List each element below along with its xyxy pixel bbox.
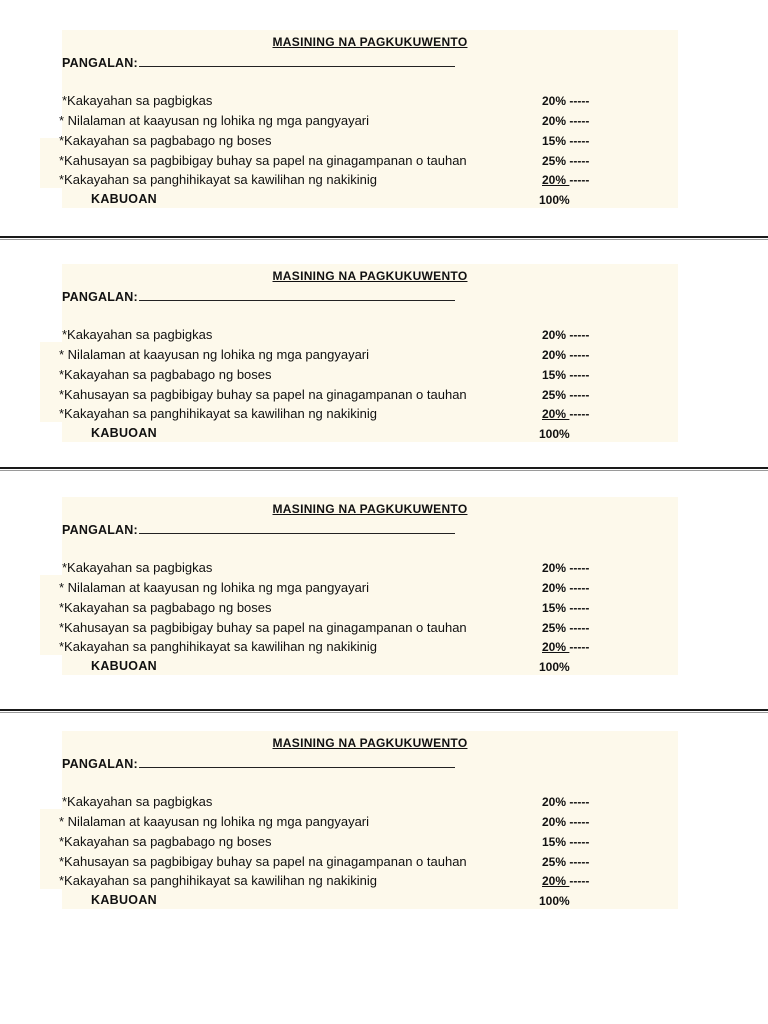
cut-line-shadow — [0, 239, 768, 240]
name-label: PANGALAN: — [62, 290, 138, 304]
score-blank[interactable]: ----- — [569, 173, 590, 187]
name-blank-line[interactable] — [139, 756, 455, 768]
rubric-card — [0, 30, 768, 214]
name-label: PANGALAN: — [62, 757, 138, 771]
criterion-percent: 15% — [542, 368, 567, 382]
total-value: 100% — [539, 894, 570, 908]
criterion-score — [542, 874, 589, 888]
criterion-score — [542, 407, 589, 421]
total-label: KABUOAN — [91, 426, 157, 440]
criterion-percent: 25% — [542, 154, 567, 168]
score-blank[interactable]: ----- — [566, 621, 590, 635]
name-label: PANGALAN: — [62, 56, 138, 70]
criterion-score — [542, 114, 589, 128]
cut-line — [0, 467, 768, 469]
criterion-label: *Kahusayan sa pagbibigay buhay sa papel na ginagampanan o tauhan — [59, 387, 467, 402]
criterion-score — [542, 154, 589, 168]
score-blank[interactable]: ----- — [566, 94, 590, 108]
score-blank[interactable]: ----- — [566, 114, 590, 128]
score-blank[interactable]: ----- — [566, 154, 590, 168]
criterion-score — [542, 561, 589, 575]
criterion-percent: 20% — [542, 328, 567, 342]
criterion-score — [542, 601, 589, 615]
criterion-score — [542, 835, 589, 849]
criterion-percent: 20% — [542, 561, 567, 575]
name-blank-line[interactable] — [139, 522, 455, 534]
score-blank[interactable]: ----- — [566, 581, 590, 595]
criterion-score — [542, 621, 589, 635]
criterion-percent: 15% — [542, 601, 567, 615]
criterion-label: *Kakayahan sa pagbigkas — [62, 93, 213, 108]
score-blank[interactable]: ----- — [566, 795, 590, 809]
rubric-title: MASINING NA PAGKUKUWENTO — [272, 736, 468, 750]
score-blank[interactable]: ----- — [566, 388, 590, 402]
name-field[interactable] — [62, 55, 455, 70]
criterion-score — [542, 328, 589, 342]
score-blank[interactable]: ----- — [566, 855, 590, 869]
criterion-score — [542, 368, 589, 382]
total-label: KABUOAN — [91, 192, 157, 206]
rubric-title: MASINING NA PAGKUKUWENTO — [272, 502, 468, 516]
criterion-percent: 20% — [542, 114, 567, 128]
name-blank-line[interactable] — [139, 289, 455, 301]
total-value: 100% — [539, 193, 570, 207]
criterion-label: *Kahusayan sa pagbibigay buhay sa papel na ginagampanan o tauhan — [59, 153, 467, 168]
criterion-label: * Nilalaman at kaayusan ng lohika ng mga pangyayari — [59, 814, 370, 829]
criterion-score — [542, 134, 589, 148]
score-blank[interactable]: ----- — [566, 561, 590, 575]
rubric-card — [0, 731, 768, 915]
criterion-score — [542, 348, 589, 362]
rubric-title: MASINING NA PAGKUKUWENTO — [272, 269, 468, 283]
criterion-label: *Kakayahan sa panghihikayat sa kawilihan ng nakikinig — [59, 406, 377, 421]
criterion-score — [542, 173, 589, 187]
total-value: 100% — [539, 427, 570, 441]
criterion-label: *Kakayahan sa pagbigkas — [62, 794, 213, 809]
name-label: PANGALAN: — [62, 523, 138, 537]
total-value: 100% — [539, 660, 570, 674]
criterion-score — [542, 815, 589, 829]
criterion-percent: 25% — [542, 621, 567, 635]
criterion-score — [542, 640, 589, 654]
criterion-percent: 20% — [542, 581, 567, 595]
score-blank[interactable]: ----- — [566, 835, 590, 849]
rubric-title: MASINING NA PAGKUKUWENTO — [272, 35, 468, 49]
cut-line — [0, 709, 768, 711]
criterion-label: *Kakayahan sa pagbigkas — [62, 327, 213, 342]
criterion-percent: 20% — [542, 348, 567, 362]
cut-line-shadow — [0, 712, 768, 713]
criterion-label: * Nilalaman at kaayusan ng lohika ng mga pangyayari — [59, 113, 370, 128]
criterion-label: * Nilalaman at kaayusan ng lohika ng mga pangyayari — [59, 580, 370, 595]
rubric-card — [0, 264, 768, 448]
score-blank[interactable]: ----- — [569, 640, 590, 654]
score-blank[interactable]: ----- — [566, 328, 590, 342]
criterion-label: *Kakayahan sa pagbabago ng boses — [59, 600, 272, 615]
criterion-label: *Kakayahan sa panghihikayat sa kawilihan ng nakikinig — [59, 172, 377, 187]
criterion-percent: 20% — [542, 94, 567, 108]
score-blank[interactable]: ----- — [566, 815, 590, 829]
total-label: KABUOAN — [91, 659, 157, 673]
score-blank[interactable]: ----- — [569, 407, 590, 421]
criterion-score — [542, 94, 589, 108]
criterion-label: *Kakayahan sa pagbabago ng boses — [59, 133, 272, 148]
criterion-label: *Kahusayan sa pagbibigay buhay sa papel na ginagampanan o tauhan — [59, 854, 467, 869]
criterion-label: *Kahusayan sa pagbibigay buhay sa papel na ginagampanan o tauhan — [59, 620, 467, 635]
score-blank[interactable]: ----- — [566, 601, 590, 615]
criterion-label: * Nilalaman at kaayusan ng lohika ng mga pangyayari — [59, 347, 370, 362]
score-blank[interactable]: ----- — [566, 134, 590, 148]
criterion-score — [542, 388, 589, 402]
name-field[interactable] — [62, 756, 455, 771]
criterion-percent: 20% — [542, 815, 567, 829]
name-blank-line[interactable] — [139, 55, 455, 67]
name-field[interactable] — [62, 289, 455, 304]
criterion-percent: 20% — [542, 874, 570, 888]
score-blank[interactable]: ----- — [566, 348, 590, 362]
criterion-percent: 20% — [542, 173, 570, 187]
criterion-score — [542, 581, 589, 595]
score-blank[interactable]: ----- — [569, 874, 590, 888]
criterion-score — [542, 855, 589, 869]
criterion-label: *Kakayahan sa panghihikayat sa kawilihan ng nakikinig — [59, 873, 377, 888]
cut-line — [0, 236, 768, 238]
criterion-percent: 20% — [542, 640, 570, 654]
criterion-percent: 15% — [542, 835, 567, 849]
criterion-label: *Kakayahan sa pagbigkas — [62, 560, 213, 575]
criterion-score — [542, 795, 589, 809]
criterion-percent: 25% — [542, 388, 567, 402]
criterion-label: *Kakayahan sa panghihikayat sa kawilihan ng nakikinig — [59, 639, 377, 654]
criterion-percent: 15% — [542, 134, 567, 148]
score-blank[interactable]: ----- — [566, 368, 590, 382]
criterion-percent: 25% — [542, 855, 567, 869]
criterion-label: *Kakayahan sa pagbabago ng boses — [59, 834, 272, 849]
name-field[interactable] — [62, 522, 455, 537]
criterion-percent: 20% — [542, 795, 567, 809]
cut-line-shadow — [0, 470, 768, 471]
criterion-label: *Kakayahan sa pagbabago ng boses — [59, 367, 272, 382]
criterion-percent: 20% — [542, 407, 570, 421]
total-label: KABUOAN — [91, 893, 157, 907]
rubric-card — [0, 497, 768, 681]
